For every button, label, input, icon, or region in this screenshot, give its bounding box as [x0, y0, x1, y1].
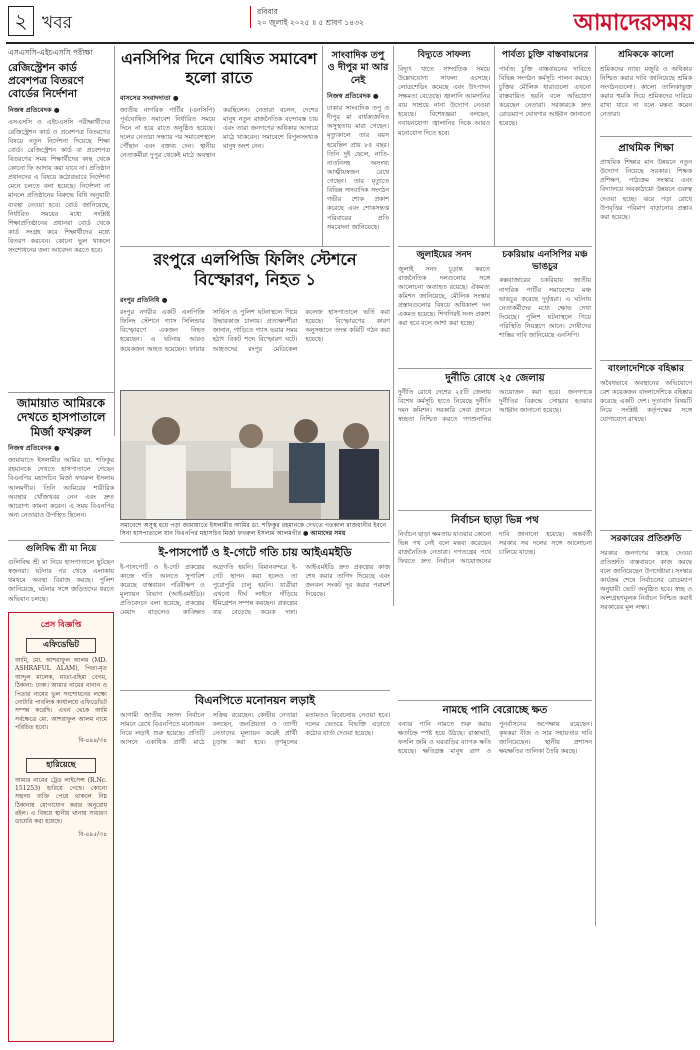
election-body: নির্বাচন ছাড়া ক্ষমতায় যাওয়ার কোনো ভিন্ন পথ নেই বলে মন্তব্য করেছেন রাজনৈতিক নেতারা। গণতন্ত্রের পথে ফিরতে দ্রুত নির্বাচন আয়োজনের দাবি জানানো হয়েছে। অন্তর্বর্তী সরকার সব দলের সঙ্গে আলোচনা চালিয়ে যাচ্ছে। — [398, 531, 592, 566]
photo-credit: ● আমাদের সময় — [303, 530, 346, 538]
article-bullet — [8, 544, 114, 610]
power-body: বিদ্যুৎ খাতে সাম্প্রতিক সময়ে উল্লেখযোগ্য সাফল্য এসেছে। লোডশেডিং কমেছে এবং উৎপাদন সক্ষমতা বেড়েছে। জ্বালানি আমদানির ব্যয় সাশ্রয়ে নানা উদ্যোগ নেওয়া হয়েছে। বিশেষজ্ঞরা বলছেন, নবায়নযোগ্য জ্বালানির দিকে আরও মনোযোগ দিতে হবে। — [398, 65, 490, 137]
hill-headline[interactable]: পার্বত্য চুক্তি বাস্তবায়নের — [501, 50, 589, 60]
ncp-body: জাতীয় নাগরিক পার্টির (এনসিপি) পূর্বঘোষিত সমাবেশ নির্ধারিত সময়ে দিনে না হয়ে রাতে অনুষ্ঠিত হয়েছে। দলের নেতারা সন্ধ্যার পর সমাবেশস্থলে পৌঁছান এবং বক্তব্য দেন। স্থানীয় নেতাকর্মীরা দুপুর থেকেই মাঠে অবস্থান করছিলেন। নেতারা বলেন, দেশের মানুষ নতুন রাজনৈতিক বন্দোবস্ত চায় এবং তারা জনগণের অধিকার আদায়ে মাঠে থাকবেন। সমাবেশে বিপুলসংখ্যক মানুষ অংশ নেন। — [120, 106, 318, 160]
ssc-pretitle: এসএসসি-এইচএসসি পরীক্ষা — [8, 48, 93, 57]
ssc-body: এসএসসি ও এইচএসসি পরীক্ষার্থীদের রেজিস্ট্রেশন কার্ড ও প্রবেশপত্র বিতরণের বিষয়ে নতুন নির্দেশনা দিয়েছে শিক্ষা বোর্ড। রেজিস্ট্রেশন কার্ড বা প্রবেশপত্র বিতরণের সময় শিক্ষার্থীদের কাছ থেকে কোনো ফি আদায় করা যাবে না। প্রতিষ্ঠান প্রধানদের এ বিষয়ে কঠোরভাবে নির্দেশনা মেনে চলতে বলা হয়েছে। নির্দেশনা না মানলে প্রতিষ্ঠানের বিরুদ্ধে বিধি অনুযায়ী ব্যবস্থা নেওয়া হবে। বোর্ড জানিয়েছে, নির্ধারিত সময়ের মধ্যে সংশ্লিষ্ট শিক্ষাপ্রতিষ্ঠানের প্রধানরা বোর্ড থেকে কার্ড সংগ্রহ করে শিক্ষার্থীদের মধ্যে বিতরণ করবেন। কোনো ভুল থাকলে সংশোধনের জন্য আবেদন করতে হবে। — [8, 119, 110, 255]
article-election — [398, 514, 592, 700]
article-power — [398, 50, 490, 241]
water-headline[interactable]: নামছে পানি বেরোচ্ছে ক্ষত — [442, 705, 548, 716]
logo-part1: আমাদের — [573, 10, 652, 36]
bullet-headline[interactable]: গুলিবিদ্ধ শ্রী মা নিয়ে — [25, 544, 97, 554]
rangpur-body: রংপুর নগরীর একটি এলপিজি ফিলিং স্টেশনে গ্যাস সিলিন্ডার বিস্ফোরণে একজন নিহত হয়েছেন। এ ঘটনায় আরও কয়েকজন আহত হয়েছেন। ফায়ার সার্ভিস ও পুলিশ ঘটনাস্থলে গিয়ে উদ্ধারকাজ চালায়। প্রত্যক্ষদর্শীরা জানান, গাড়িতে গ্যাস ভরার সময় হঠাৎ বিকট শব্দে বিস্ফোরণ ঘটে। আহতদের রংপুর মেডিকেল কলেজ হাসপাতালে ভর্তি করা হয়েছে। বিস্ফোরণের কারণ অনুসন্ধানে তদন্ত কমিটি গঠন করা হয়েছে। — [120, 309, 390, 353]
article-corruption — [398, 372, 592, 506]
ssc-headline[interactable]: রেজিস্ট্রেশন কার্ড প্রবেশপত্র বিতরণে বোর্ডের নির্দেশনা — [8, 62, 84, 101]
photo-caption: সমাবেশে অসুস্থ হয়ে পড়া জামায়াতে ইসলামীর আমির ডা. শফিকুর রহমানকে দেখতে গতকাল রাজধানীর ইবনে সিনা হাসপাতালে যান বিএনপির মহাসচিব মির্জা ফখরুল ইসলাম আলমগীর — [120, 522, 387, 538]
article-bangladesh — [600, 364, 692, 529]
lost-label: হারিয়েছে — [26, 758, 96, 773]
chakaria-headline[interactable]: চকরিয়ায় এনসিপির মঞ্চ ভাঙচুর — [502, 250, 588, 272]
affidavit-ref: বি-৪৯৪/৩৪ — [78, 736, 107, 744]
date: ২০ জুলাই ২০২৫ ॥ ৫ শ্রাবণ ১৪৩২ — [257, 18, 364, 27]
logo-part2: সময় — [651, 10, 692, 36]
page-number: ২ — [8, 6, 34, 36]
july-body: জুলাই সনদ চূড়ান্ত করতে রাজনৈতিক দলগুলোর সঙ্গে আলোচনা অব্যাহত রয়েছে। ঐকমত্য কমিশন জানিয়েছে, মৌলিক সংস্কার প্রস্তাবগুলোর বিষয়ে অধিকাংশ দল একমত হয়েছে। শিগগিরই সনদ প্রকাশ করা হবে বলে আশা করা হচ্ছে। — [398, 265, 490, 328]
affidavit-text: আমি, মো. আশরাফুল আলম (MD. ASHRAFUL ALAM), পিতা-মৃত আব্দুল মালেক, মাতা-রহিমা বেগম, ঠিকানা: ঢাকা। আমার নামের বানান ও পিতার নামের ভুল সংশোধনের লক্ষ্যে নোটারি পাবলিক কার্যালয়ে এফিডেভিট সম্পন্ন করেছি। এখন থেকে আমি সর্বক্ষেত্রে মো. আশরাফুল আলম নামে পরিচিত হবো। — [15, 657, 107, 732]
article-water — [398, 704, 592, 1050]
ads-header: প্রেস বিজ্ঞপ্তি — [40, 620, 82, 629]
article-primary — [600, 142, 692, 354]
worker-headline[interactable]: শ্রমিককে কালো — [618, 50, 674, 60]
article-ncp — [120, 50, 318, 238]
chakaria-body: কক্সবাজারের চকরিয়ায় জাতীয় নাগরিক পার্টির সমাবেশের মঞ্চ ভাঙচুর করেছে দুর্বৃত্তরা। এ ঘটনায় নেতাকর্মীদের মধ্যে ক্ষোভ দেখা দিয়েছে। পুলিশ ঘটনাস্থলে গিয়ে পরিস্থিতি নিয়ন্ত্রণে আনে। দোষীদের শাস্তির দাবি জানিয়েছে এনসিপি। — [499, 277, 591, 340]
bangladesh-body: অবৈধভাবে অবস্থানের অভিযোগে বেশ কয়েকজন বাংলাদেশিকে বহিষ্কার করেছে একটি দেশ। দূতাবাস বিষয়টি নিয়ে সংশ্লিষ্ট কর্তৃপক্ষের সঙ্গে যোগাযোগ রাখছে। — [600, 379, 692, 424]
photo-illustration — [121, 391, 390, 520]
govt-headline[interactable]: সরকারের প্রতিশ্রুতি — [610, 534, 682, 544]
epassport-headline[interactable]: ই-পাসপোর্ট ও ই-গেটে গতি চায় আইএমইডি — [158, 546, 352, 559]
lost-text: আমার নামের ট্রেড লাইসেন্স (R.Nc. 151253) হারিয়ে গেছে। কোনো সহৃদয় ব্যক্তি পেয়ে থাকলে নিম্ন ঠিকানায় যোগাযোগ করার অনুরোধ রইল। এ বিষয়ে স্থানীয় থানায় সাধারণ ডায়েরি করা হয়েছে। — [15, 776, 107, 826]
epassport-body: ই-পাসপোর্ট ও ই-গেট প্রকল্পের কাজে গতি আনতে সুপারিশ করেছে বাস্তবায়ন পরিবীক্ষণ ও মূল্যায়ন বিভাগ (আইএমইডি)। প্রতিবেদনে বলা হয়েছে, প্রকল্পের মেয়াদ বাড়লেও কাঙ্ক্ষিত অগ্রগতি হয়নি। বিমানবন্দরে ই-গেট স্থাপন করা হলেও তা পুরোপুরি চালু হয়নি। যাত্রীরা এখনো দীর্ঘ লাইনে দাঁড়িয়ে ইমিগ্রেশন সম্পন্ন করছেন। প্রকল্পের ব্যয় বেড়েছে কয়েক দফা। আইএমইডি দ্রুত প্রকল্পের কাজ শেষ করার তাগিদ দিয়েছে এবং জনবল সংকট দূর করার পরামর্শ দিয়েছে। — [120, 563, 390, 617]
primary-headline[interactable]: প্রাথমিক শিক্ষা — [618, 143, 674, 154]
water-body: বন্যার পানি নামতে শুরু করায় ক্ষতচিহ্ন স্পষ্ট হয়ে উঠছে। রাস্তাঘাট, ফসলি জমি ও ঘরবাড়ির ব্যাপক ক্ষতি হয়েছে। ক্ষতিগ্রস্ত মানুষ ত্রাণ ও পুনর্বাসনের অপেক্ষায় রয়েছেন। কৃষকরা বীজ ও সার সহায়তার দাবি জানিয়েছেন। স্থানীয় প্রশাসন ক্ষয়ক্ষতির তালিকা তৈরি করছে। — [398, 721, 592, 756]
article-worker — [600, 50, 692, 135]
ncp-byline: বাসসের সংবাদদাতা ● — [120, 93, 179, 102]
lost-ref: বি-৪৯৫/৩৪ — [78, 830, 107, 838]
govt-body: সরকার জনগণের কাছে দেওয়া প্রতিশ্রুতি বাস্তবায়নে কাজ করছে বলে জানিয়েছেন উপদেষ্টারা। সংস্কার কার্যক্রম শেষে নির্বাচনের রোডম্যাপ অনুযায়ী ভোট অনুষ্ঠিত হবে। স্বচ্ছ ও অংশগ্রহণমূলক নির্বাচন নিশ্চিত করাই সরকারের মূল লক্ষ্য। — [600, 549, 692, 612]
ssc-byline: নিজস্ব প্রতিবেদক ● — [8, 106, 60, 115]
section-name: খবর — [42, 13, 72, 33]
article-hill — [499, 50, 591, 241]
power-headline[interactable]: বিদ্যুতে সাফল্য — [417, 50, 471, 60]
date-block — [250, 6, 364, 28]
jamaat-body: জামায়াতে ইসলামীর আমির ডা. শফিকুর রহমানকে দেখতে হাসপাতালে গেছেন বিএনপির মহাসচিব মির্জা ফখরুল ইসলাম আলমগীর। তিনি আমিরের শারীরিক অবস্থার খোঁজখবর নেন এবং দ্রুত আরোগ্য কামনা করেন। এ সময় বিএনপির অন্য নেতারাও উপস্থিত ছিলেন। — [8, 457, 114, 519]
day: রবিবার — [257, 7, 278, 16]
rangpur-byline: রংপুর প্রতিনিধি ● — [120, 296, 168, 305]
hospital-photo — [120, 390, 390, 520]
article-bnp — [120, 694, 390, 1050]
bnp-headline[interactable]: বিএনপিতে মনোনয়ন লড়াই — [194, 694, 315, 707]
article-chakaria — [499, 250, 591, 386]
bnp-body: আগামী জাতীয় সংসদ নির্বাচন সামনে রেখে বিএনপিতে মনোনয়ন নিয়ে লড়াই শুরু হয়েছে। প্রতিটি আসনে একাধিক প্রার্থী মাঠে সক্রিয় রয়েছেন। কেন্দ্রীয় নেতারা বলছেন, জনপ্রিয়তা ও ত্যাগী নেতাদের মূল্যায়ন করেই প্রার্থী চূড়ান্ত করা হবে। তৃণমূলের মতামতও বিবেচনায় নেওয়া হবে। দলের ভেতরে বিভক্তি এড়াতে কঠোর বার্তা দেওয়া হয়েছে। — [120, 711, 390, 747]
july-headline[interactable]: জুলাইয়ের সনদ — [416, 250, 472, 260]
primary-body: প্রাথমিক শিক্ষার মান উন্নয়নে নতুন উদ্যোগ নিয়েছে সরকার। শিক্ষক প্রশিক্ষণ, পাঠ্যক্রম সংস্কার এবং বিদ্যালয়ে অবকাঠামো উন্নয়নে গুরুত্ব দেওয়া হচ্ছে। ঝরে পড়া রোধে উপবৃত্তির পরিমাণ বাড়ানোর প্রস্তাব করা হয়েছে। — [600, 159, 692, 221]
corruption-body: দুর্নীতি রোধে দেশের ২৫টি জেলায় বিশেষ কর্মসূচি হাতে নিয়েছে দুর্নীতি দমন কমিশন। সরকারি সেবা প্রদানে স্বচ্ছতা নিশ্চিত করতে গণশুনানির আয়োজন করা হবে। জনগণকে দুর্নীতির বিরুদ্ধে সোচ্চার হওয়ার আহ্বান জানানো হয়েছে। — [398, 389, 592, 424]
bullet-body: গুলিবিদ্ধ শ্রী মা নিয়ে হাসপাতালে ছুটছেন স্বজনরা। ঘটনার পর থেকে এলাকায় থমথমে অবস্থা বিরাজ করছে। পুলিশ জানিয়েছে, ঘটনার সঙ্গে জড়িতদের ধরতে অভিযান চলছে। — [8, 559, 114, 603]
newspaper-logo[interactable] — [574, 4, 692, 43]
corruption-headline[interactable]: দুর্নীতি রোধে ২৫ জেলায় — [445, 373, 545, 384]
article-july — [398, 250, 490, 375]
worker-body: শ্রমিকদের ন্যায্য মজুরি ও অধিকার নিশ্চিত করার দাবি জানিয়েছে শ্রমিক সংগঠনগুলো। কালো তালিকাভুক্ত করার হুমকি দিয়ে শ্রমিকদের দাবিয়ে রাখা যাবে না বলে মন্তব্য করেন নেতারা। — [600, 65, 692, 119]
journalist-headline[interactable]: সাংবাদিক তপু ও দীপুর মা আর নেই — [327, 50, 389, 86]
header-rule — [6, 42, 694, 44]
election-headline[interactable]: নির্বাচন ছাড়া ভিন্ন পথ — [451, 515, 539, 526]
article-govt — [600, 534, 692, 929]
article-epassport — [120, 546, 390, 685]
article-rangpur — [120, 250, 390, 412]
jamaat-byline: নিজস্ব প্রতিবেদক ● — [8, 444, 60, 453]
jamaat-headline[interactable]: জামায়াত আমিরকে দেখতে হাসপাতালে মির্জা ফখরুল — [16, 396, 106, 439]
journalist-byline: নিজস্ব প্রতিবেদক ● — [327, 92, 379, 101]
hill-body: পার্বত্য চুক্তি বাস্তবায়নের দাবিতে বিভিন্ন সংগঠন কর্মসূচি পালন করছে। চুক্তির মৌলিক ধারাগুলো এখনো বাস্তবায়িত হয়নি বলে অভিযোগ করেছেন নেতারা। সরকারকে দ্রুত রোডম্যাপ ঘোষণার আহ্বান জানানো হয়েছে। — [499, 65, 591, 128]
bangladesh-headline[interactable]: বাংলাদেশিকে বহিষ্কার — [608, 364, 684, 374]
ncp-headline[interactable]: এনসিপির দিনে ঘোষিত সমাবেশ হলো রাতে — [121, 50, 317, 87]
journalist-body: ঢাকার সাংবাদিক তপু ও দীপুর মা বার্ধক্যজনিত অসুস্থতায় মারা গেছেন। মৃত্যুকালে তার বয়স হয়েছিল প্রায় ৮৫ বছর। তিনি দুই ছেলে, নাতি-নাতনিসহ অসংখ্য আত্মীয়স্বজন রেখে গেছেন। তার মৃত্যুতে বিভিন্ন সাংবাদিক সংগঠন গভীর শোক প্রকাশ করেছে এবং শোকসন্তপ্ত পরিবারের প্রতি সমবেদনা জানিয়েছে। — [327, 105, 389, 231]
article-ssc — [8, 48, 110, 352]
article-journalist — [327, 50, 389, 256]
classified-ads — [8, 612, 114, 1042]
affidavit-label: এফিডেভিট — [26, 638, 96, 653]
article-jamaat — [8, 396, 114, 540]
photo-caption-box — [120, 522, 390, 538]
rangpur-headline[interactable]: রংপুরে এলপিজি ফিলিং স্টেশনে বিস্ফোরণ, নিহত ১ — [153, 250, 357, 289]
